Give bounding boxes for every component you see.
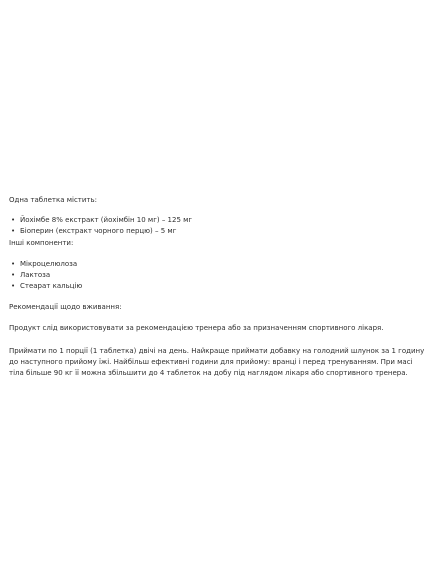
- list-item-text: Стеарат кальцію: [20, 282, 83, 290]
- bullet-icon: •: [11, 216, 16, 224]
- bullet-icon: •: [11, 260, 16, 268]
- list-item: [9, 281, 429, 292]
- contains-heading: Одна таблетка містить:: [9, 196, 97, 204]
- list-item-text: Йохімбе 8% екстракт (йохімбін 10 мг) – 125 мг: [20, 216, 193, 224]
- bullet-icon: •: [11, 271, 16, 279]
- list-item: [9, 226, 429, 237]
- bullet-icon: •: [11, 227, 16, 235]
- recommendations-heading: Рекомендації щодо вживання:: [9, 303, 122, 311]
- dosage-paragraph: Приймати по 1 порції (1 таблетка) двічі на день. Найкраще приймати добавку на голодний шлунок за 1 годину до наступного прийому їжі. Найбільш ефективні години для прийому: вранці і перед тренуванням. При масі тіла більше 90 кг її можна збільшити до 4 таблеток на добу під наглядом лікаря або спортивного тренера.: [9, 347, 425, 377]
- usage-paragraph: Продукт слід використовувати за рекомендацією тренера або за призначенням спортивного лікаря.: [9, 324, 384, 332]
- list-item: [9, 270, 429, 281]
- list-item-text: Лактоза: [20, 271, 51, 279]
- bullet-icon: •: [11, 282, 16, 290]
- other-components-list: [9, 259, 429, 292]
- list-item: [9, 215, 429, 226]
- list-item: [9, 259, 429, 270]
- product-description: [9, 195, 429, 379]
- contains-list: [9, 215, 429, 237]
- list-item-text: Біоперин (екстракт чорного перцю) – 5 мг: [20, 227, 177, 235]
- list-item-text: Мікроцелюлоза: [20, 260, 78, 268]
- other-components-heading: Інші компоненти:: [9, 239, 74, 247]
